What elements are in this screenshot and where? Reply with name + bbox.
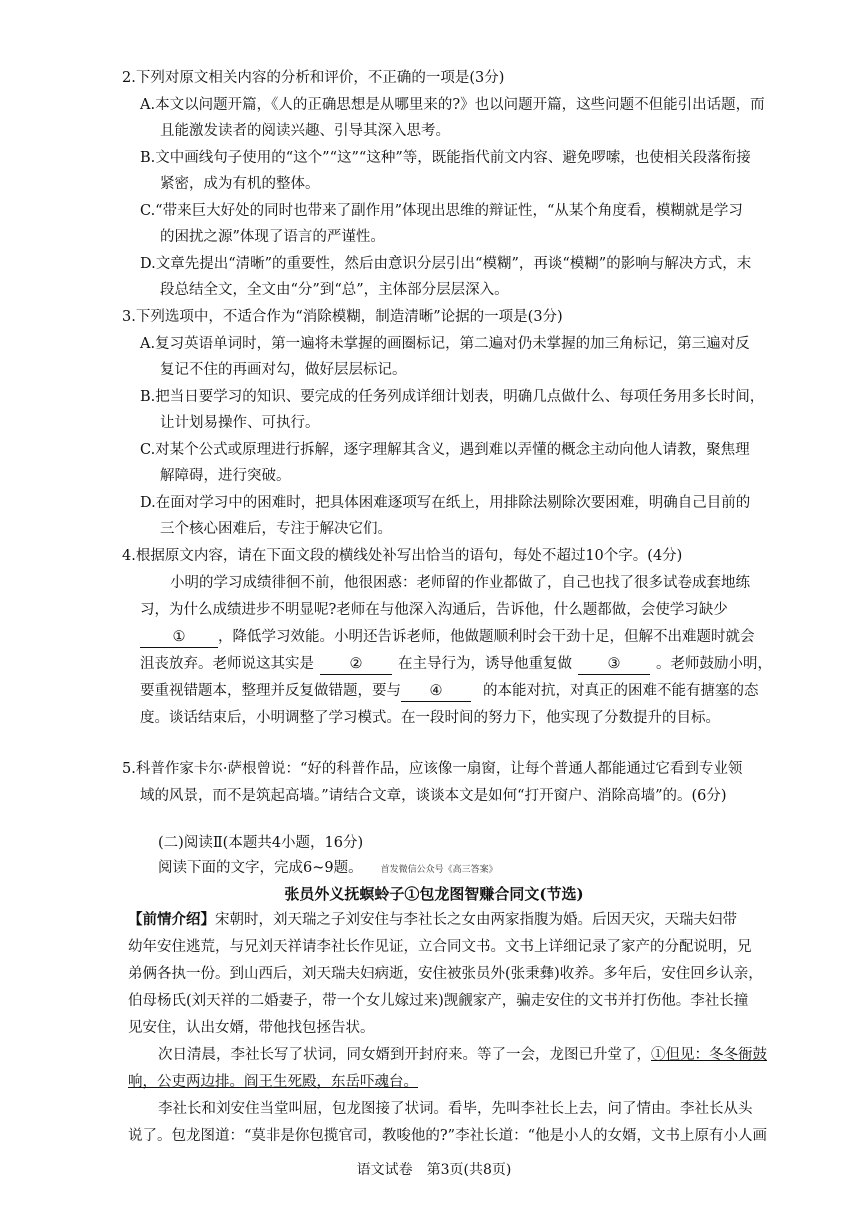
- q4-blank-1[interactable]: ①: [140, 627, 218, 648]
- q3-option-c-line1: C.对某个公式或原理进行拆解，逐字理解其含义，遇到难以弄懂的概念主动向他人请教，聚焦理: [140, 442, 750, 458]
- intro-line3: 弟俩各执一份。到山西后，刘天瑞夫妇病逝，安住被张员外(张秉彝)收养。多年后，安住回乡认亲，: [128, 966, 763, 982]
- passage-line3: 李社长和刘安住当堂叫屈，包龙图接了状词。看毕，先叫李社长上去，问了情由。李社长从头: [158, 1101, 753, 1117]
- q4-blank-2[interactable]: ②: [320, 654, 392, 675]
- q4-passage-line3: [140, 627, 755, 648]
- intro-label: 【前情介绍】: [128, 911, 215, 928]
- q4-passage-line5-b: 的本能对抗，对真正的困难不能有搪塞的态: [483, 683, 759, 699]
- q2-option-c-line1: C.“带来巨大好处的同时也带来了副作用”体现出思维的辩证性，“从某个角度看，模糊就是学习: [140, 203, 743, 219]
- q2-stem: 2.下列对原文相关内容的分析和评价，不正确的一项是(3分): [122, 70, 505, 86]
- page-footer: 语文试卷 第3页(共8页): [356, 1162, 512, 1178]
- q3-option-d-line1: D.在面对学习中的困难时，把具体困难逐项写在纸上，用排除法剔除次要困难，明确自己目前的: [140, 495, 751, 511]
- passage-line4: 说了。包龙图道：“莫非是你包揽官司，教唆他的?”李社长道：“他是小人的女婿，文书上原有小人画: [128, 1128, 768, 1144]
- reading2-heading: (二)阅读Ⅱ(本题共4小题，16分): [158, 835, 364, 851]
- passage-underlined-2: 响，公吏两边排。阎王生死殿，东岳吓魂台。: [128, 1074, 418, 1090]
- intro-text-1: 宋朝时，刘天瑞之子刘安住与李社长之女由两家指腹为婚。后因天灾，天瑞夫妇带: [215, 912, 737, 928]
- q4-passage-line5: [140, 681, 759, 702]
- q4-blank-3[interactable]: ③: [578, 654, 650, 675]
- q2-option-d-line1: D.文章先提出“清晰”的重要性，然后由意识分层引出“模糊”，再谈“模糊”的影响与解决方式，末: [140, 256, 752, 272]
- intro-line1: [128, 910, 737, 930]
- q4-passage-line6: 度。谈话结束后，小明调整了学习模式。在一段时间的努力下，他实现了分数提升的目标。: [140, 710, 720, 726]
- q3-option-b-line2: 让计划易操作、可执行。: [160, 415, 320, 431]
- intro-line4: 伯母杨氏(刘天祥的二婚妻子，带一个女儿嫁过来)觊觎家产，骗走安住的文书并打伤他。李社长撞: [128, 993, 749, 1009]
- q3-option-c-line2: 解障碍，进行突破。: [160, 468, 291, 484]
- q4-passage-line1: 小明的学习成绩徘徊不前，他很困惑：老师留的作业都做了，自己也找了很多试卷成套地练: [170, 575, 750, 591]
- q2-option-c-line2: 的困扰之源”体现了语言的严谨性。: [160, 229, 385, 245]
- q4-passage-line4: [140, 654, 772, 675]
- q4-passage-line3-text: ，降低学习效能。小明还告诉老师，他做题顺利时会干劲十足，但解不出难题时就会: [218, 629, 755, 645]
- passage-title: 张员外义抚螟蛉子①包龙图智赚合同文(节选): [284, 885, 584, 903]
- q4-passage-line2: 习，为什么成绩进步不明显呢?老师在与他深入沟通后，告诉他，什么题都做，会使学习缺少: [140, 602, 728, 618]
- q2-option-a-line1: A.本文以问题开篇，《人的正确思想是从哪里来的?》也以问题开篇，这些问题不但能引出话题，而: [140, 97, 765, 113]
- q2-option-b-line1: B.文中画线句子使用的“这个”“这”“这种”等，既能指代前文内容、避免啰嗦，也使相关段落衔接: [140, 150, 751, 166]
- reading2-instruction: 阅读下面的文字，完成6~9题。: [158, 860, 363, 876]
- passage-line1-text: 次日清晨，李社长写了状词，同女婿到开封府来。等了一会，龙图已升堂了，: [158, 1047, 651, 1063]
- passage-line1: [158, 1045, 767, 1065]
- q3-option-a-line1: A.复习英语单词时，第一遍将未掌握的画圈标记，第二遍对仍未掌握的加三角标记，第三遍对反: [140, 336, 750, 352]
- q4-stem: 4.根据原文内容，请在下面文段的横线处补写出恰当的语句，每处不超过10个字。(4分): [122, 548, 683, 564]
- q3-option-a-line2: 复记不住的再画对勾，做好层层标记。: [160, 362, 407, 378]
- q4-passage-line4-b: 在主导行为，诱导他重复做: [398, 656, 572, 672]
- intro-line2: 幼年安住逃荒，与兄刘天祥请李社长作见证，立合同文书。文书上详细记录了家产的分配说明，兄: [128, 939, 752, 955]
- q4-passage-line4-c: 。老师鼓励小明，: [656, 656, 772, 672]
- q3-option-b-line1: B.把当日要学习的知识、要完成的任务列成详细计划表，明确几点做什么、每项任务用多长时间，: [140, 389, 765, 405]
- q4-blank-4[interactable]: ④: [401, 681, 471, 702]
- q2-option-a-line2: 且能激发读者的阅读兴趣、引导其深入思考。: [160, 123, 450, 139]
- intro-line5: 见安住，认出女婿，带他找包拯告状。: [128, 1020, 375, 1036]
- q2-option-b-line2: 紧密，成为有机的整体。: [160, 176, 320, 192]
- q3-stem: 3.下列选项中，不适合作为“消除模糊，制造清晰”论据的一项是(3分): [122, 309, 563, 325]
- reading2-instruction-line: [158, 858, 498, 880]
- passage-line2: [128, 1072, 418, 1092]
- watermark-text: 首发微信公众号《高三答案》: [380, 865, 498, 875]
- q2-option-d-line2: 段总结全文，全文由“分”到“总”，主体部分层层深入。: [160, 282, 509, 298]
- q5-line2: 域的风景，而不是筑起高墙。”请结合文章，谈谈本文是如何“打开窗户、消除高墙”的。(6分): [140, 788, 727, 804]
- q4-passage-line4-a: 沮丧放弃。老师说这其实是: [140, 656, 314, 672]
- passage-underlined-1: ①但见：冬冬衙鼓: [651, 1047, 767, 1063]
- q4-passage-line5-a: 要重视错题本，整理并反复做错题，要与: [140, 683, 401, 699]
- q5-line1: 5.科普作家卡尔·萨根曾说：“好的科普作品，应该像一扇窗，让每个普通人都能通过它看到专业领: [122, 761, 743, 777]
- q3-option-d-line2: 三个核心困难后，专注于解决它们。: [160, 521, 392, 537]
